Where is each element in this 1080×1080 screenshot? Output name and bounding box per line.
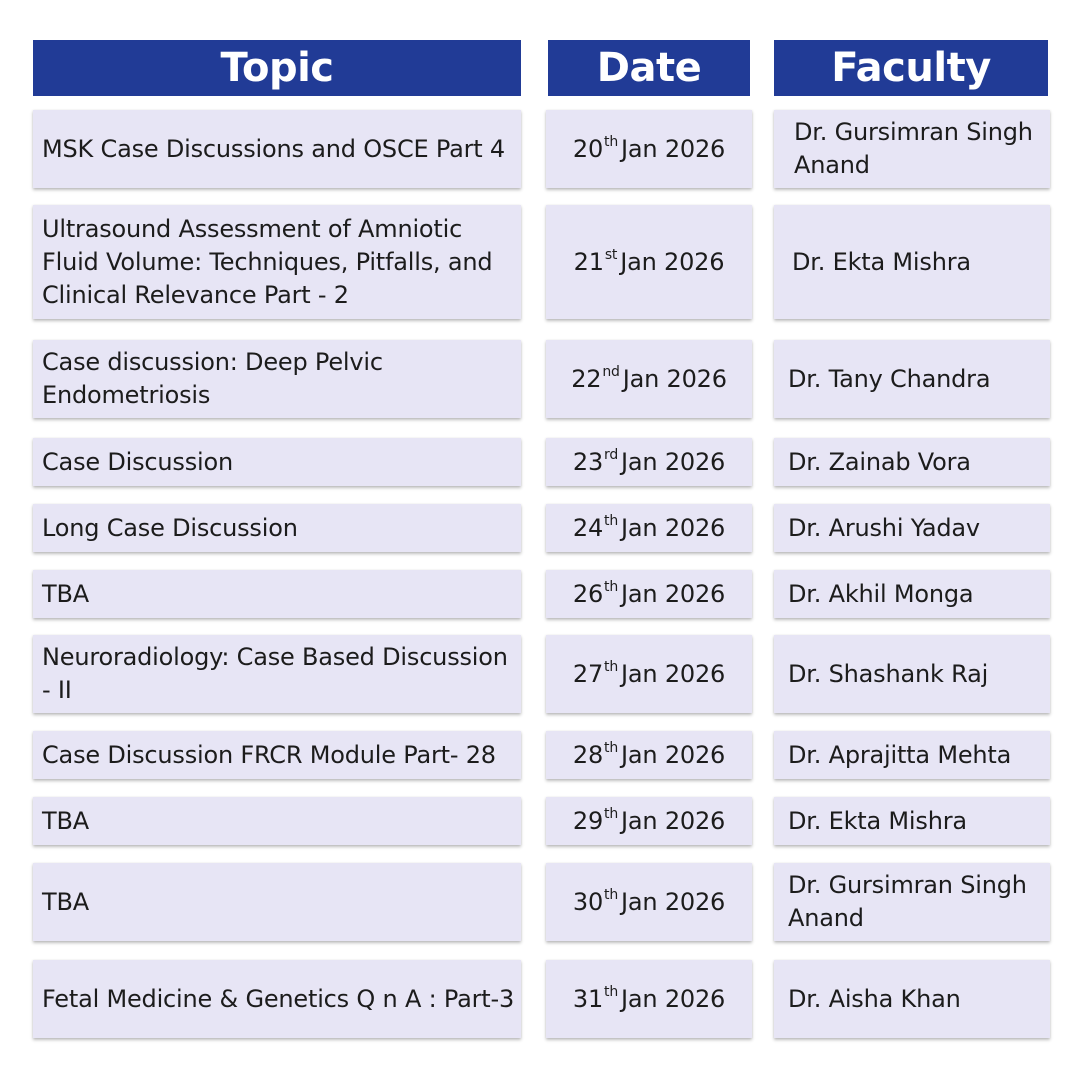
date-cell xyxy=(546,205,752,319)
date-rest: Jan 2026 xyxy=(620,247,725,276)
topic-cell xyxy=(33,863,521,941)
topic-text: Ultrasound Assessment of Amniotic Fluid Volume: Techniques, Pitfalls, and Clinical Relevance Part - 2 xyxy=(42,214,493,309)
date-rest: Jan 2026 xyxy=(621,659,726,688)
topic-cell xyxy=(33,570,521,618)
header-date: Date xyxy=(548,40,750,96)
date-suffix: th xyxy=(604,983,618,1000)
date-rest: Jan 2026 xyxy=(621,579,726,608)
faculty-text: Dr. Akhil Monga xyxy=(788,579,974,608)
date-rest: Jan 2026 xyxy=(621,513,726,542)
topic-text: Case Discussion FRCR Module Part- 28 xyxy=(42,740,496,769)
topic-cell xyxy=(33,960,521,1038)
date-cell xyxy=(546,635,752,713)
topic-text: TBA xyxy=(42,887,89,916)
date-suffix: th xyxy=(604,805,618,822)
faculty-cell xyxy=(774,205,1050,319)
topic-text: TBA xyxy=(42,806,89,835)
date-rest: Jan 2026 xyxy=(621,740,726,769)
date-text xyxy=(573,578,725,611)
faculty-text: Dr. Tany Chandra xyxy=(788,364,991,393)
date-text xyxy=(573,983,725,1016)
header-faculty: Faculty xyxy=(774,40,1048,96)
date-suffix: rd xyxy=(604,446,619,463)
date-suffix: st xyxy=(604,246,618,263)
topic-cell xyxy=(33,438,521,486)
date-rest: Jan 2026 xyxy=(621,984,726,1013)
faculty-cell xyxy=(774,960,1050,1038)
topic-cell xyxy=(33,797,521,845)
topic-text: Neuroradiology: Case Based Discussion - II xyxy=(42,643,508,704)
date-text xyxy=(573,133,725,166)
date-text xyxy=(573,886,725,919)
faculty-text: Dr. Shashank Raj xyxy=(788,659,989,688)
date-rest: Jan 2026 xyxy=(621,447,726,476)
date-rest: Jan 2026 xyxy=(621,134,726,163)
date-suffix: th xyxy=(604,512,618,529)
date-cell xyxy=(546,438,752,486)
date-cell xyxy=(546,960,752,1038)
date-text xyxy=(573,739,725,772)
date-cell xyxy=(546,504,752,552)
faculty-cell xyxy=(774,438,1050,486)
faculty-text: Dr. Ekta Mishra xyxy=(792,247,971,276)
topic-cell xyxy=(33,504,521,552)
faculty-cell xyxy=(774,570,1050,618)
date-day: 21 xyxy=(573,247,604,276)
date-suffix: th xyxy=(604,658,618,675)
date-text xyxy=(573,658,725,691)
faculty-text: Dr. Zainab Vora xyxy=(788,447,971,476)
date-suffix: th xyxy=(604,133,618,150)
date-cell xyxy=(546,797,752,845)
date-suffix: nd xyxy=(602,363,620,380)
date-text xyxy=(573,805,725,838)
date-day: 22 xyxy=(571,364,602,393)
date-day: 30 xyxy=(572,887,604,916)
date-rest: Jan 2026 xyxy=(621,806,726,835)
date-day: 24 xyxy=(572,513,604,542)
faculty-cell xyxy=(774,863,1050,941)
date-day: 26 xyxy=(572,579,604,608)
topic-text: Case Discussion xyxy=(42,447,233,476)
faculty-cell xyxy=(774,731,1050,779)
faculty-text: Dr. Aisha Khan xyxy=(788,984,961,1013)
topic-text: MSK Case Discussions and OSCE Part 4 xyxy=(42,134,505,163)
date-cell xyxy=(546,863,752,941)
date-suffix: th xyxy=(604,739,618,756)
date-text xyxy=(571,363,727,396)
date-day: 31 xyxy=(572,984,604,1013)
date-suffix: th xyxy=(604,886,618,903)
faculty-cell xyxy=(774,504,1050,552)
date-cell xyxy=(546,340,752,418)
topic-text: TBA xyxy=(42,579,89,608)
date-cell xyxy=(546,731,752,779)
date-day: 23 xyxy=(572,447,604,476)
date-cell xyxy=(546,570,752,618)
topic-text: Case discussion: Deep Pelvic Endometriosis xyxy=(42,348,383,409)
date-rest: Jan 2026 xyxy=(622,364,727,393)
header-topic: Topic xyxy=(33,40,521,96)
date-day: 20 xyxy=(572,134,604,163)
date-text xyxy=(573,446,725,479)
date-day: 28 xyxy=(572,740,604,769)
faculty-cell xyxy=(774,110,1050,188)
topic-text: Long Case Discussion xyxy=(42,513,298,542)
faculty-cell xyxy=(774,635,1050,713)
faculty-cell xyxy=(774,340,1050,418)
faculty-text: Dr. Gursimran Singh Anand xyxy=(788,871,1027,932)
date-suffix: th xyxy=(604,578,618,595)
date-cell xyxy=(546,110,752,188)
faculty-text: Dr. Arushi Yadav xyxy=(788,513,980,542)
faculty-text: Dr. Ekta Mishra xyxy=(788,806,967,835)
topic-cell xyxy=(33,635,521,713)
faculty-cell xyxy=(774,797,1050,845)
topic-cell xyxy=(33,731,521,779)
topic-cell xyxy=(33,110,521,188)
topic-cell xyxy=(33,340,521,418)
topic-text: Fetal Medicine & Genetics Q n A : Part-3 xyxy=(42,984,515,1013)
date-text xyxy=(573,512,725,545)
faculty-text: Dr. Aprajitta Mehta xyxy=(788,740,1012,769)
date-text xyxy=(574,246,725,279)
faculty-text: Dr. Gursimran Singh Anand xyxy=(794,118,1033,179)
date-day: 27 xyxy=(572,659,604,688)
topic-cell xyxy=(33,205,521,319)
date-day: 29 xyxy=(572,806,604,835)
date-rest: Jan 2026 xyxy=(621,887,726,916)
